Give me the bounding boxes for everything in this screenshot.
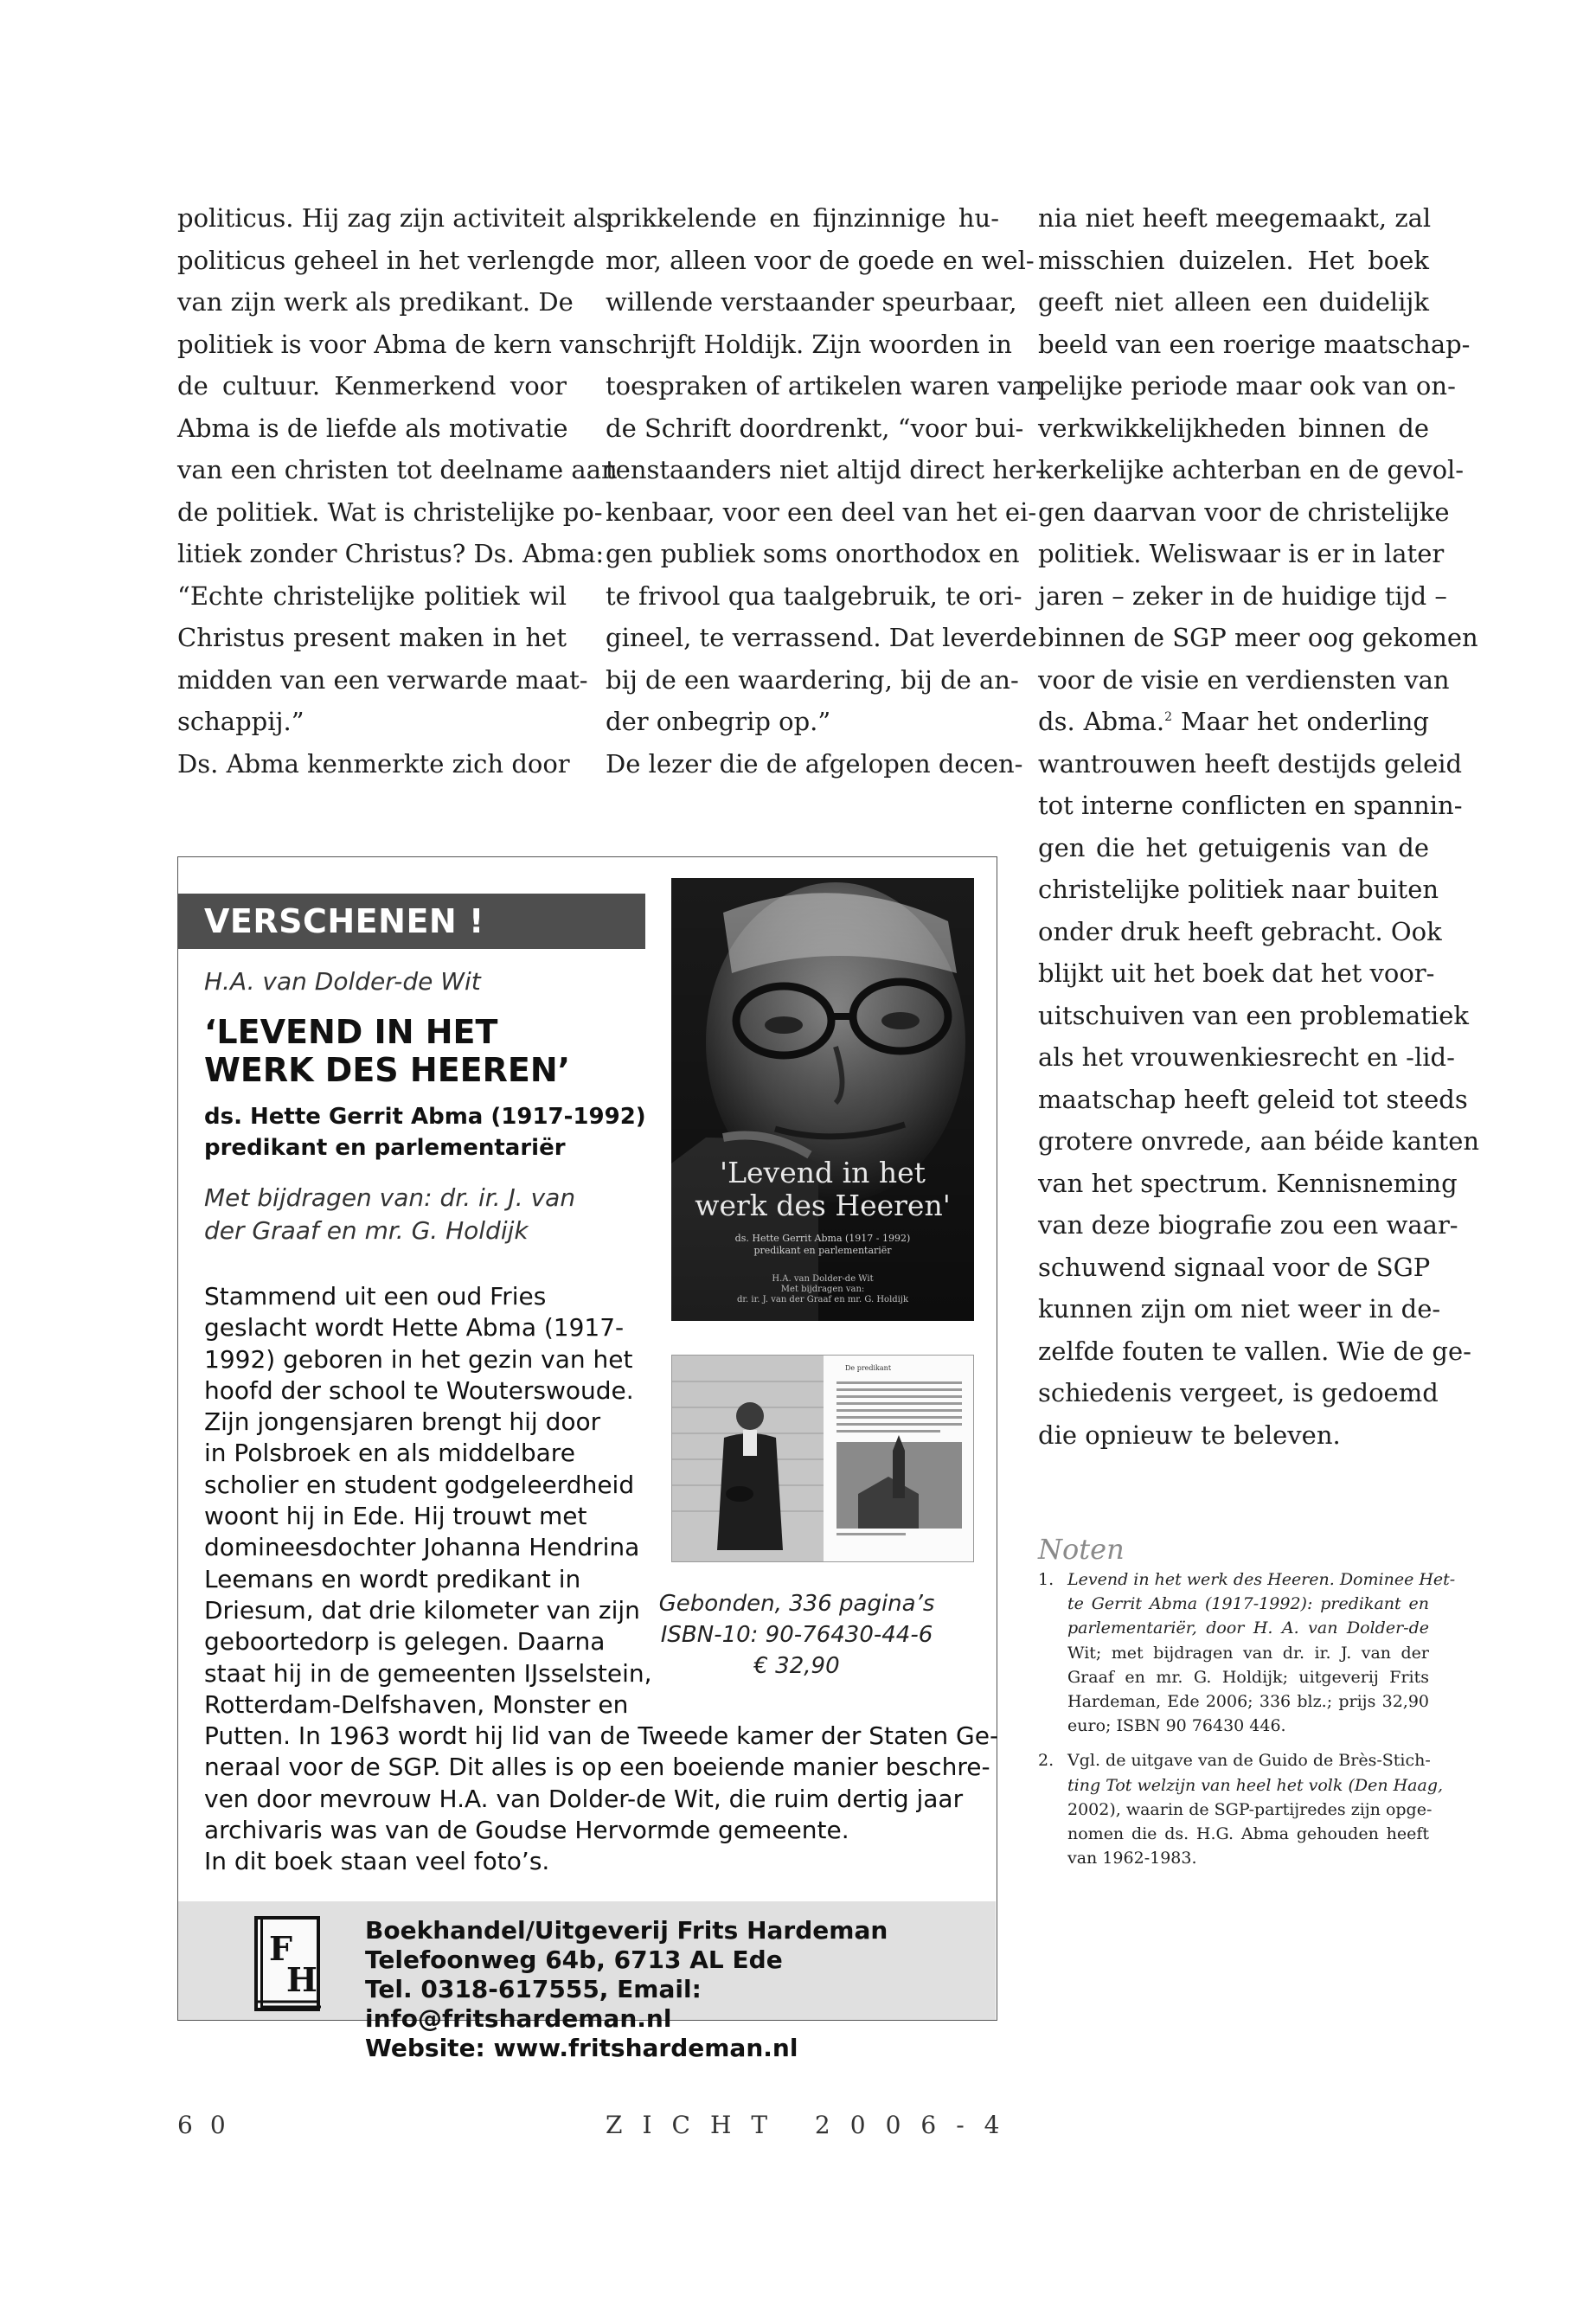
- ad-description-line: hoofd der school te Wouterswoude.: [204, 1375, 634, 1405]
- ad-price-info: [645, 1588, 948, 1682]
- ad-description-line: 1992) geboren in het gezin van het: [204, 1344, 633, 1374]
- ad-description-line: scholier en student godgeleerdheid: [204, 1470, 635, 1499]
- cover-title-line: 'Levend in het: [720, 1156, 926, 1189]
- text-line: nia niet heeft meegemaakt, zal: [1038, 203, 1432, 233]
- text-line: wantrouwen heeft destijds geleid: [1038, 748, 1463, 779]
- text-line: toespraken of artikelen waren van: [606, 371, 1043, 401]
- text-line: als het vrouwenkiesrecht en -lid-: [1038, 1042, 1455, 1072]
- text-line: uitschuiven van een problematiek: [1038, 1000, 1469, 1030]
- ad-banner: VERSCHENEN !: [178, 894, 645, 949]
- text-line: litiek zonder Christus? Ds. Abma:: [177, 539, 605, 568]
- publisher-info: [365, 1916, 996, 2063]
- text-fragment: Maar het onderling: [1172, 707, 1429, 736]
- ad-description-line: Putten. In 1963 wordt hij lid van de Tweede kamer der Staten Ge-: [204, 1721, 999, 1751]
- text-line: van een christen tot deelname aan: [177, 455, 618, 484]
- ad-description-line: Zijn jongensjaren brengt hij door: [204, 1407, 601, 1437]
- note-line: ting Tot welzijn van heel het volk (Den Haag,: [1067, 1775, 1444, 1795]
- text-line: prikkelende en fijnzinnige hu-: [606, 203, 999, 233]
- notes-heading: Noten: [1038, 1533, 1125, 1566]
- notes-list: [1038, 1567, 1456, 1870]
- spread-heading: De predikant: [845, 1364, 892, 1372]
- publisher-name: Boekhandel/Uitgeverij Frits Hardeman: [365, 1916, 888, 1945]
- book-advertisement: [177, 856, 999, 2062]
- text-line: politicus geheel in het verlengde: [177, 245, 595, 275]
- text-line: mor, alleen voor de goede en wel-: [606, 245, 1035, 275]
- cover-author-line: H.A. van Dolder-de Wit: [772, 1274, 874, 1284]
- logo-letter-f: F: [269, 1929, 292, 1968]
- ad-book-title: [204, 1013, 570, 1089]
- ad-contributors-line: der Graaf en mr. G. Holdijk: [204, 1216, 529, 1245]
- text-line: schrijft Holdijk. Zijn woorden in: [606, 329, 1012, 359]
- text-line: politiek is voor Abma de kern van: [177, 329, 606, 359]
- ad-description-line: Stammend uit een oud Fries: [204, 1282, 547, 1311]
- text-line: Abma is de liefde als motivatie: [177, 413, 568, 443]
- ad-description-line: geboortedorp is gelegen. Daarna: [204, 1627, 606, 1657]
- ad-author: H.A. van Dolder-de Wit: [204, 967, 481, 996]
- ad-isbn: ISBN-10: 90-76430-44-6: [660, 1622, 933, 1648]
- text-line: van zijn werk als predikant. De: [177, 287, 574, 317]
- text-line: misschien duizelen. Het boek: [1038, 245, 1429, 275]
- ad-subtitle-line: ds. Hette Gerrit Abma (1917-1992): [204, 1104, 646, 1130]
- note-line: van 1962-1983.: [1067, 1849, 1197, 1868]
- text-line: “Echte christelijke politiek wil: [177, 580, 567, 611]
- ad-description-line: in Polsbroek en als middelbare: [204, 1439, 575, 1468]
- text-line: beeld van een roerige maatschap-: [1038, 329, 1471, 359]
- ad-description-line: ven door mevrouw H.A. van Dolder-de Wit, die ruim dertig jaar: [204, 1784, 964, 1813]
- text-line: de Schrift doordrenkt, “voor bui-: [606, 413, 1024, 443]
- cover-author-line: dr. ir. J. van der Graaf en mr. G. Holdijk: [736, 1295, 909, 1304]
- publisher-address: Telefoonweg 64b, 6713 AL Ede: [365, 1945, 783, 1974]
- note-line: 2002), waarin de SGP-partijredes zijn opge-: [1067, 1799, 1433, 1819]
- ad-description-line: Rotterdam-Delfshaven, Monster en: [204, 1689, 629, 1719]
- running-title: ZICHT 2006-4: [606, 2111, 1020, 2139]
- text-line: schuwend signaal voor de SGP: [1038, 1252, 1431, 1282]
- ad-description-line: neraal voor de SGP. Dit alles is op een boeiende manier beschre-: [204, 1753, 990, 1782]
- cover-title-line: werk des Heeren': [695, 1189, 951, 1222]
- ad-description-line: Driesum, dat drie kilometer van zijn: [204, 1595, 640, 1625]
- text-line: politiek. Weliswaar is er in later: [1038, 539, 1445, 568]
- ad-description-line: staat hij in de gemeenten IJsselstein,: [204, 1658, 652, 1688]
- text-line: der onbegrip op.”: [606, 707, 831, 736]
- text-line: gineel, te verrassend. Dat leverde: [606, 623, 1037, 652]
- note-line: Graaf en mr. G. Holdijk; uitgeverij Frits: [1067, 1667, 1429, 1687]
- text-line: voor de visie en verdiensten van: [1038, 664, 1450, 695]
- note-line: Hardeman, Ede 2006; 336 blz.; prijs 32,90: [1067, 1692, 1429, 1712]
- cover-authors: [671, 1274, 974, 1305]
- cover-title: [671, 1157, 974, 1222]
- ad-binding-pages: Gebonden, 336 pagina’s: [658, 1591, 935, 1617]
- text-line: willende verstaander speurbaar,: [606, 287, 1017, 317]
- text-line: schappij.”: [177, 707, 304, 736]
- note-item: [1038, 1567, 1456, 1738]
- text-line: maatschap heeft geleid tot steeds: [1038, 1084, 1468, 1114]
- text-line: van het spectrum. Kennisneming: [1038, 1168, 1458, 1198]
- ad-contributors: [204, 1182, 575, 1247]
- article-column-1: [177, 197, 618, 785]
- text-line: van deze biografie zou een waar-: [1038, 1210, 1458, 1240]
- article-column-3: [1038, 197, 1480, 1456]
- logo-letter-h: H: [286, 1960, 317, 1999]
- article-column-2: [606, 197, 1044, 785]
- text-line: binnen de SGP meer oog gekomen: [1038, 623, 1478, 652]
- note-line: nomen die ds. H.G. Abma gehouden heeft: [1067, 1824, 1429, 1844]
- publisher-contact[interactable]: Tel. 0318-617555, Email: info@fritshardeman.nl: [365, 1975, 702, 2033]
- ad-description-line: archivaris was van de Goudse Hervormde gemeente.: [204, 1816, 849, 1845]
- text-line: de cultuur. Kenmerkend voor: [177, 371, 567, 401]
- book-spread-image: [671, 1355, 974, 1562]
- ad-subtitle-line: predikant en parlementariër: [204, 1135, 566, 1161]
- ad-description-line: Leemans en wordt predikant in: [204, 1564, 581, 1593]
- ad-contributors-line: Met bijdragen van: dr. ir. J. van: [204, 1183, 576, 1212]
- ad-description-line: geslacht wordt Hette Abma (1917-: [204, 1313, 625, 1343]
- text-line: gen die het getuigenis van de: [1038, 832, 1429, 862]
- text-line: christelijke politiek naar buiten: [1038, 875, 1439, 904]
- text-line: Ds. Abma kenmerkte zich door: [177, 748, 570, 779]
- text-line: die opnieuw te beleven.: [1038, 1420, 1341, 1450]
- text-line: bij de een waardering, bij de an-: [606, 664, 1019, 695]
- text-line: onder druk heeft gebracht. Ook: [1038, 916, 1442, 946]
- text-line: politicus. Hij zag zijn activiteit als: [177, 203, 609, 233]
- publisher-website[interactable]: Website: www.fritshardeman.nl: [365, 2034, 798, 2062]
- note-line: euro; ISBN 90 76430 446.: [1067, 1716, 1286, 1736]
- note-item: [1038, 1748, 1444, 1870]
- text-line: kerkelijke achterban en de gevol-: [1038, 455, 1465, 484]
- text-line: gen daarvan voor de christelijke: [1038, 497, 1450, 527]
- ad-title-line: ‘LEVEND IN HET: [204, 1013, 498, 1051]
- page-number: 60: [177, 2111, 243, 2139]
- ad-title-line: WERK DES HEEREN’: [204, 1051, 571, 1089]
- note-line: Levend in het werk des Heeren. Dominee Het-: [1067, 1570, 1456, 1589]
- text-line: De lezer die de afgelopen decen-: [606, 748, 1023, 779]
- ad-description-line: woont hij in Ede. Hij trouwt met: [204, 1502, 587, 1531]
- text-line: tot interne conflicten en spannin-: [1038, 791, 1463, 820]
- text-line: zelfde fouten te vallen. Wie de ge-: [1038, 1336, 1471, 1366]
- text-line: pelijke periode maar ook van on-: [1038, 371, 1456, 401]
- text-line: blijkt uit het boek dat het voor-: [1038, 958, 1435, 988]
- book-cover-image: [671, 878, 974, 1321]
- text-line: Christus present maken in het: [177, 623, 567, 652]
- text-line: de politiek. Wat is christelijke po-: [177, 497, 603, 527]
- text-line: kunnen zijn om niet weer in de-: [1038, 1294, 1441, 1324]
- cover-subtitle-line: predikant en parlementariër: [753, 1245, 892, 1256]
- ad-price: € 32,90: [753, 1653, 840, 1679]
- cover-subtitle: [671, 1233, 974, 1257]
- text-line: tenstaanders niet altijd direct her-: [606, 455, 1044, 484]
- text-line: geeft niet alleen een duidelijk: [1038, 287, 1429, 317]
- ad-description-line: domineesdochter Johanna Hendrina: [204, 1533, 640, 1562]
- note-line: Wit; met bijdragen van dr. ir. J. van der: [1067, 1643, 1429, 1663]
- cover-subtitle-line: ds. Hette Gerrit Abma (1917 - 1992): [734, 1233, 911, 1244]
- footnote-ref[interactable]: 2: [1164, 710, 1173, 724]
- cover-author-line: Met bijdragen van:: [780, 1285, 865, 1294]
- ad-publisher-footer: [178, 1901, 996, 2062]
- text-line: schiedenis vergeet, is gedoemd: [1038, 1378, 1439, 1407]
- ad-book-subtitle: [204, 1101, 646, 1163]
- note-line: parlementariër, door H. A. van Dolder-de: [1067, 1618, 1429, 1638]
- text-line: gen publiek soms onorthodox en: [606, 539, 1020, 568]
- spread-illustration: [672, 1356, 974, 1562]
- note-number: 2.: [1038, 1751, 1054, 1771]
- text-line: grotere onvrede, aan béide kanten: [1038, 1126, 1480, 1156]
- publisher-logo-icon: [253, 1915, 323, 2016]
- note-number: 1.: [1038, 1570, 1054, 1589]
- note-line: Vgl. de uitgave van de Guido de Brès-Stich-: [1067, 1751, 1431, 1771]
- text-line: kenbaar, voor een deel van het ei-: [606, 497, 1037, 527]
- text-line: te frivool qua taalgebruik, te ori-: [606, 580, 1022, 611]
- text-line: ds. Abma.$^2$ Maar het onderling: [1038, 707, 1429, 736]
- note-line: te Gerrit Abma (1917-1992): predikant en: [1067, 1594, 1429, 1614]
- text-line: verkwikkelijkheden binnen de: [1038, 413, 1429, 443]
- text-line: midden van een verwarde maat-: [177, 664, 588, 695]
- ad-description-line: In dit boek staan veel foto’s.: [204, 1847, 550, 1876]
- text-line: jaren – zeker in de huidige tijd –: [1038, 580, 1447, 611]
